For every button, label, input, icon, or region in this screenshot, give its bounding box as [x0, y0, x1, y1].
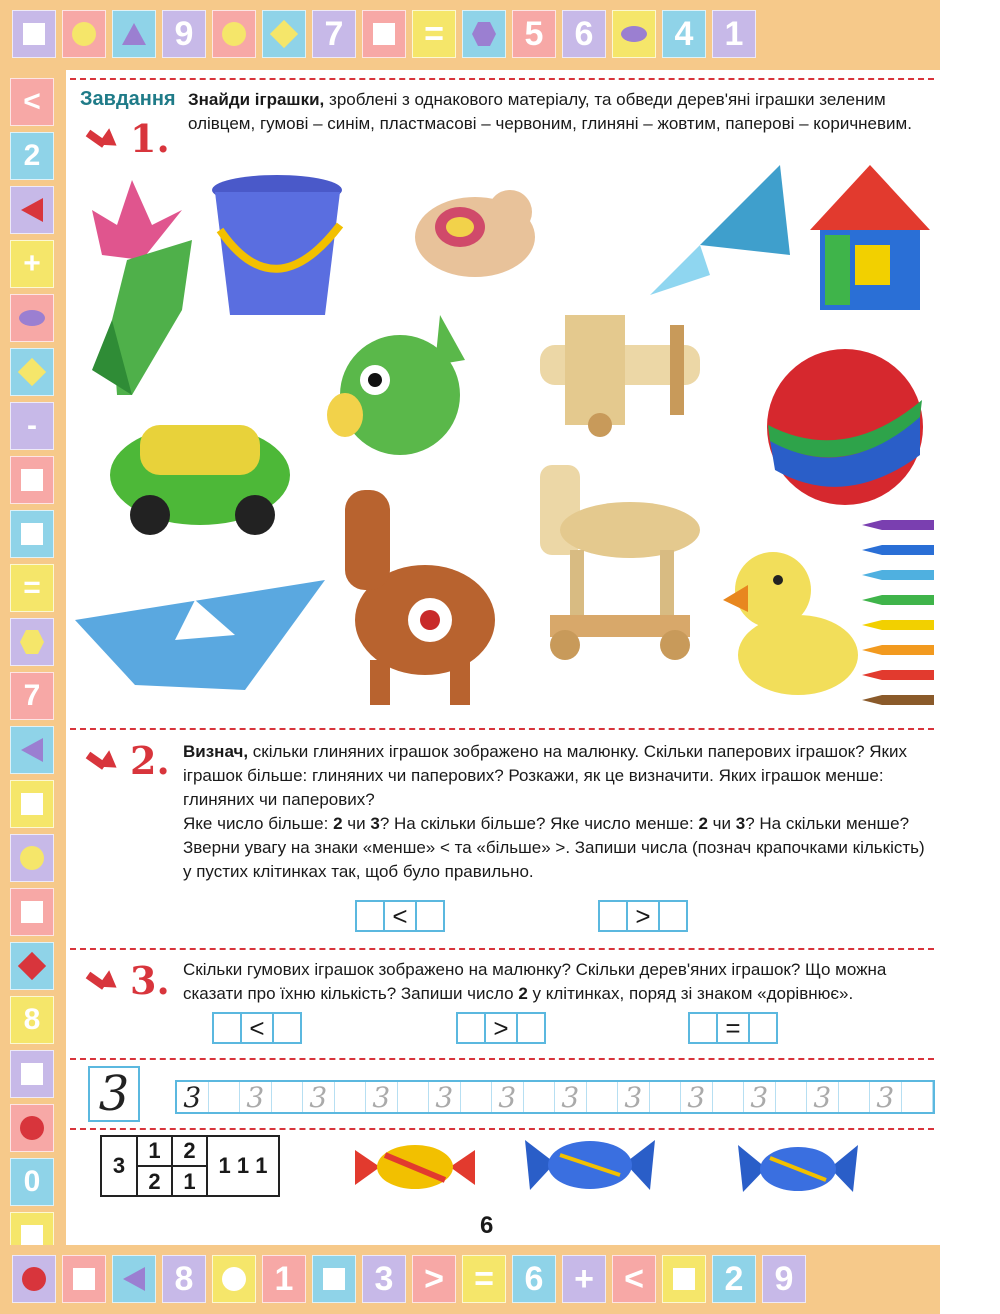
frame-tile	[12, 10, 56, 58]
paper-tulip-image	[72, 170, 197, 395]
trace-row[interactable]	[175, 1080, 935, 1114]
frame-tile	[10, 1050, 54, 1098]
square-icon	[323, 1268, 345, 1290]
square-icon	[21, 523, 43, 545]
trace-cell[interactable]	[272, 1082, 304, 1112]
compare-box[interactable]	[598, 900, 688, 932]
task-number-text: 3.	[130, 958, 170, 1003]
frame-tile: 4	[662, 10, 706, 58]
diamond-icon	[18, 358, 46, 386]
answer-cell[interactable]	[415, 900, 445, 932]
candy-icon	[355, 1140, 475, 1195]
square-icon	[21, 1225, 43, 1247]
task2-text2c: ? На скільки менше?	[745, 814, 910, 833]
trace-cell[interactable]: 3	[681, 1082, 713, 1112]
frame-tile	[10, 456, 54, 504]
trace-cell[interactable]	[650, 1082, 682, 1112]
trace-cell[interactable]	[398, 1082, 430, 1112]
triangle-icon	[122, 23, 146, 45]
task2-or: чи	[707, 814, 736, 833]
frame-tile: =	[412, 10, 456, 58]
task2-n3: 3	[370, 814, 380, 833]
task-label: Завдання	[80, 88, 176, 110]
task3-text-b: у клітинках, поряд зі знаком «дорівнює».	[527, 984, 854, 1003]
sample-digit: 3	[88, 1066, 140, 1122]
answer-cell[interactable]	[598, 900, 628, 932]
paper-boat-image	[75, 580, 325, 690]
frame-tile	[10, 1104, 54, 1152]
frame-tile	[10, 888, 54, 936]
square-icon	[73, 1268, 95, 1290]
trace-cell[interactable]: 3	[366, 1082, 398, 1112]
square-icon	[23, 23, 45, 45]
trace-cell[interactable]: 3	[618, 1082, 650, 1112]
task-number-2	[88, 738, 170, 783]
frame-tile: 1	[262, 1255, 306, 1303]
square-icon	[21, 469, 43, 491]
frame-tile	[10, 510, 54, 558]
less-sign: <	[242, 1012, 272, 1044]
colored-pencils-image	[862, 520, 934, 715]
frame-tile: >	[412, 1255, 456, 1303]
composition-pairs	[138, 1137, 208, 1195]
frame-tile: 6	[512, 1255, 556, 1303]
arrow-icon	[88, 749, 122, 773]
task-number-3	[88, 958, 170, 1003]
circle-icon	[72, 22, 96, 46]
frame-tile: 0	[10, 1158, 54, 1206]
trace-cell[interactable]: 3	[807, 1082, 839, 1112]
trace-cell[interactable]: 3	[177, 1082, 209, 1112]
task2-text2b: ? На скільки більше? Яке число менше:	[379, 814, 699, 833]
triangle-icon	[21, 738, 43, 762]
greater-sign: >	[486, 1012, 516, 1044]
rubber-ball-image	[760, 345, 930, 510]
divider	[70, 948, 934, 950]
trace-cell[interactable]	[776, 1082, 808, 1112]
compare-box[interactable]	[688, 1012, 778, 1044]
task2-instruction	[183, 740, 933, 884]
plastic-house-image	[805, 160, 935, 315]
frame-tile	[10, 186, 54, 234]
square-icon	[673, 1268, 695, 1290]
frame-tile	[10, 348, 54, 396]
frame-tile	[462, 10, 506, 58]
task3-text-a: Скільки гумових іграшок зображено на малюнку? Скільки дерев'яних іграшок? Що можна сказати про їхню кількість? Запиши число	[183, 960, 887, 1003]
frame-tile	[312, 1255, 356, 1303]
frame-tile: 5	[512, 10, 556, 58]
answer-cell[interactable]	[355, 900, 385, 932]
answer-cell[interactable]	[212, 1012, 242, 1044]
wooden-airplane-image	[520, 285, 720, 440]
frame-tile: 6	[562, 10, 606, 58]
oval-icon	[19, 310, 45, 326]
trace-cell[interactable]: 3	[303, 1082, 335, 1112]
composition-part: 2	[138, 1167, 173, 1197]
task-number-text: 1.	[130, 116, 170, 161]
frame-tile	[10, 834, 54, 882]
arrow-icon	[88, 969, 122, 993]
square-icon	[21, 901, 43, 923]
compare-box[interactable]	[355, 900, 445, 932]
trace-cell[interactable]	[713, 1082, 745, 1112]
circle-icon	[222, 22, 246, 46]
frame-tile: 9	[162, 10, 206, 58]
task3-num: 2	[518, 984, 528, 1003]
answer-cell[interactable]	[516, 1012, 546, 1044]
oval-icon	[621, 26, 647, 42]
task2-bold: Визнач,	[183, 742, 249, 761]
divider	[70, 78, 934, 80]
hexagon-icon	[20, 630, 44, 654]
frame-left	[0, 70, 66, 1245]
frame-tile: <	[10, 78, 54, 126]
frame-tile: 8	[10, 996, 54, 1044]
frame-tile: 2	[10, 132, 54, 180]
answer-cell[interactable]	[456, 1012, 486, 1044]
candy-icon	[738, 1140, 858, 1198]
frame-tile: +	[562, 1255, 606, 1303]
composition-ones: 1 1 1	[218, 1153, 268, 1178]
circle-icon	[222, 1267, 246, 1291]
paper-airplane-image	[640, 165, 790, 305]
frame-tile: 9	[762, 1255, 806, 1303]
frame-tile: 8	[162, 1255, 206, 1303]
trace-cell[interactable]: 3	[492, 1082, 524, 1112]
frame-tile	[112, 1255, 156, 1303]
rubber-duck-image	[718, 540, 858, 700]
task2-n2: 2	[333, 814, 343, 833]
triangle-icon	[21, 198, 43, 222]
compare-box[interactable]	[456, 1012, 546, 1044]
composition-whole: 3	[102, 1137, 138, 1195]
clay-horse-image	[330, 470, 500, 710]
page-number: 6	[480, 1212, 494, 1239]
answer-cell[interactable]	[688, 1012, 718, 1044]
frame-tile: 3	[362, 1255, 406, 1303]
trace-cell[interactable]: 3	[744, 1082, 776, 1112]
trace-cell[interactable]	[209, 1082, 241, 1112]
frame-tile	[10, 780, 54, 828]
frame-tile: +	[10, 240, 54, 288]
hexagon-icon	[472, 22, 496, 46]
frame-tile	[612, 10, 656, 58]
frame-tile	[12, 1255, 56, 1303]
task-number-1	[88, 116, 170, 161]
frame-tile: 7	[10, 672, 54, 720]
triangle-icon	[123, 1267, 145, 1291]
trace-cell[interactable]	[524, 1082, 556, 1112]
task2-n2: 2	[698, 814, 708, 833]
frame-tile: 1	[712, 10, 756, 58]
frame-bottom	[0, 1245, 940, 1314]
wooden-horse-image	[520, 455, 725, 665]
answer-cell[interactable]	[272, 1012, 302, 1044]
frame-tile	[112, 10, 156, 58]
number-composition-table	[100, 1135, 280, 1197]
frame-right	[940, 0, 1000, 1314]
task2-text2a: Яке число більше:	[183, 814, 334, 833]
plastic-bucket-image	[205, 170, 350, 325]
frame-tile	[212, 1255, 256, 1303]
arrow-icon	[88, 127, 122, 151]
trace-cell[interactable]	[839, 1082, 871, 1112]
trace-cell[interactable]: 3	[240, 1082, 272, 1112]
greater-sign: >	[628, 900, 658, 932]
trace-cell[interactable]: 3	[870, 1082, 902, 1112]
divider	[70, 728, 934, 730]
trace-cell[interactable]	[335, 1082, 367, 1112]
divider	[70, 1128, 934, 1130]
circle-icon	[20, 1116, 44, 1140]
frame-tile: -	[10, 402, 54, 450]
frame-tile: <	[612, 1255, 656, 1303]
circle-icon	[20, 846, 44, 870]
answer-cell[interactable]	[748, 1012, 778, 1044]
trace-cell[interactable]: 3	[429, 1082, 461, 1112]
square-icon	[21, 793, 43, 815]
trace-cell[interactable]	[587, 1082, 619, 1112]
frame-tile	[62, 1255, 106, 1303]
candy-icon	[525, 1135, 655, 1197]
frame-tile: =	[10, 564, 54, 612]
divider	[70, 1058, 934, 1060]
task-number-text: 2.	[130, 738, 170, 783]
frame-tile: 2	[712, 1255, 756, 1303]
composition-part: 2	[173, 1137, 208, 1167]
less-sign: <	[385, 900, 415, 932]
frame-tile	[10, 942, 54, 990]
trace-cell[interactable]: 3	[555, 1082, 587, 1112]
task1-text: зроблені з однакового матеріалу, та обведи дерев'яні іграшки зеленим олівцем, гумові – синім, пластмасові – червоним, глиняні – жовтим, паперові – коричневим.	[188, 90, 912, 133]
diamond-icon	[270, 20, 298, 48]
frame-tile	[62, 10, 106, 58]
task2-text1: скільки глиняних іграшок зображено на малюнку. Скільки паперових іграшок? Яких іграшок більше: глиняних чи паперових? Розкажи, як це визначити. Яких іграшок менше: глиняних чи паперових?	[183, 742, 907, 809]
clay-bird-whistle-image	[405, 172, 545, 287]
frame-tile	[262, 10, 306, 58]
trace-cell[interactable]	[461, 1082, 493, 1112]
frame-tile	[10, 618, 54, 666]
task1-instruction	[188, 88, 938, 136]
answer-cell[interactable]	[658, 900, 688, 932]
frame-tile	[662, 1255, 706, 1303]
task2-or: чи	[342, 814, 371, 833]
trace-cell[interactable]	[902, 1082, 934, 1112]
frame-tile: 7	[312, 10, 356, 58]
task2-text3: Зверни увагу на знаки «менше» < та «більше» >. Запиши числа (познач крапочками кількість) у пустих клітинках так, щоб було правильно.	[183, 838, 925, 881]
frame-tile: =	[462, 1255, 506, 1303]
square-icon	[21, 1063, 43, 1085]
task1-bold: Знайди іграшки,	[188, 90, 325, 109]
diamond-icon	[18, 952, 46, 980]
square-icon	[373, 23, 395, 45]
task3-instruction	[183, 958, 933, 1006]
composition-part: 1	[138, 1137, 173, 1167]
rubber-fish-image	[320, 305, 465, 465]
equals-sign: =	[718, 1012, 748, 1044]
frame-tile	[10, 726, 54, 774]
circle-icon	[22, 1267, 46, 1291]
frame-tile	[10, 294, 54, 342]
plastic-car-image	[105, 400, 295, 540]
composition-part: 1	[173, 1167, 208, 1197]
frame-top	[0, 0, 940, 70]
task2-n3: 3	[735, 814, 746, 833]
compare-box[interactable]	[212, 1012, 302, 1044]
frame-tile	[212, 10, 256, 58]
frame-tile	[362, 10, 406, 58]
